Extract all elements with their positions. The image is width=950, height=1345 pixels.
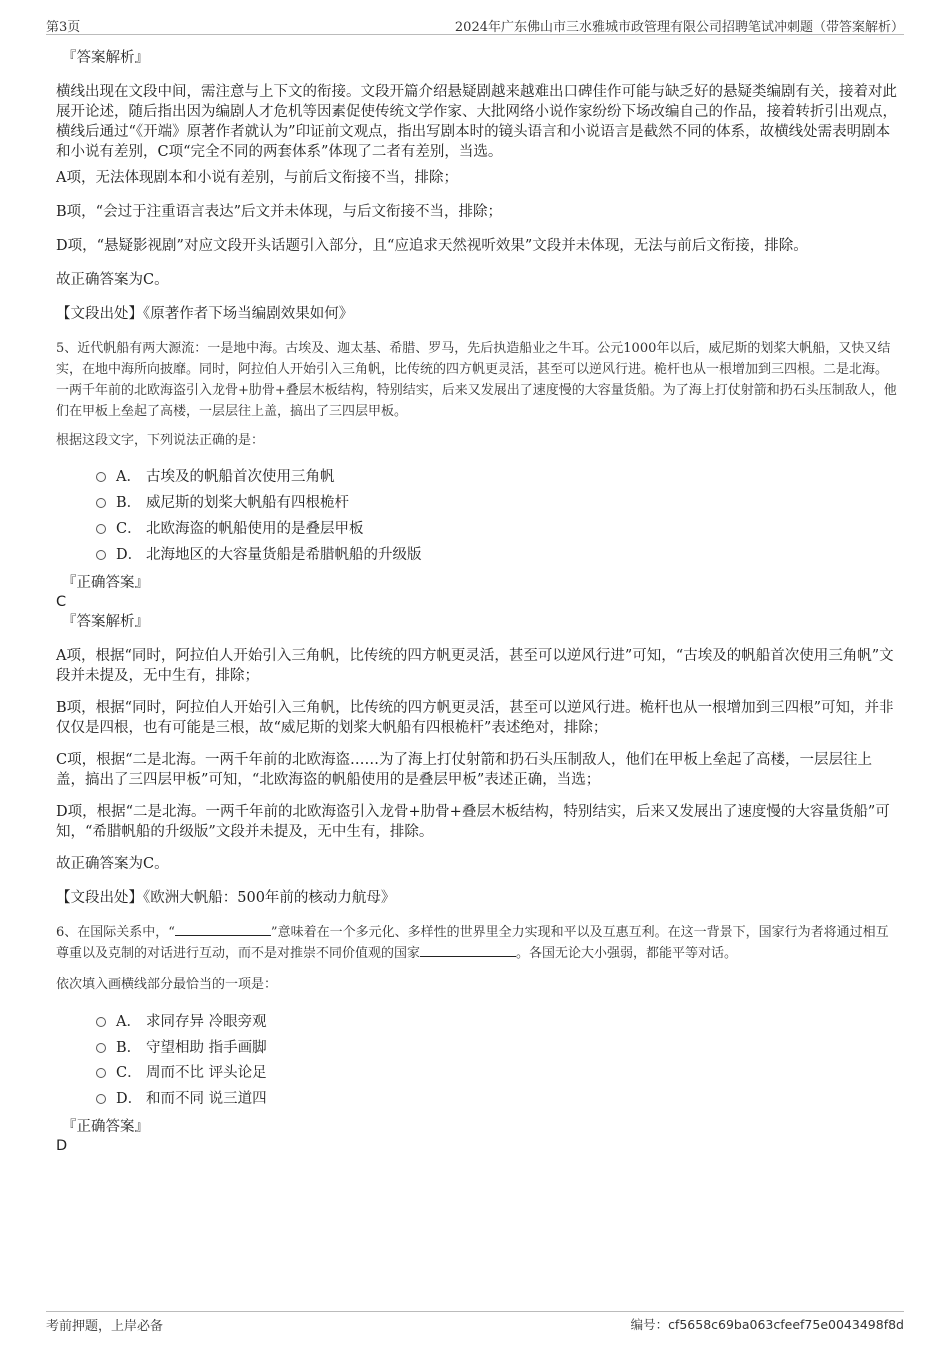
q5-conclusion: 故正确答案为C。	[56, 856, 169, 872]
radio-button-icon[interactable]	[96, 498, 106, 508]
q5-analysis-c: C项，根据“二是北海。一两千年前的北欧海盗……为了海上打仗射箭和扔石头压制敌人，他们在甲板上垒起了高楼，一层层往上盖，搞出了三四层甲板”可知，“北欧海盗的帆船使用的是叠层甲板”表述正确，当选；	[56, 752, 873, 788]
q6-option-c[interactable]: C． 周而不比 评头论足	[96, 1063, 267, 1083]
q5-option-b[interactable]: B． 威尼斯的划桨大帆船有四根桅杆	[96, 493, 349, 513]
q5-analysis-heading: 『答案解析』	[62, 614, 149, 630]
document-title: 2024年广东佛山市三水雅城市政管理有限公司招聘笔试冲刺题（带答案解析）	[454, 20, 904, 35]
radio-button-icon[interactable]	[96, 1043, 106, 1053]
q5-option-a[interactable]: A． 古埃及的帆船首次使用三角帆	[96, 467, 335, 487]
q4-source: 【文段出处】《原著作者下场当编剧效果如何》	[56, 306, 354, 322]
q5-answer-heading: 『正确答案』	[62, 575, 149, 591]
q5-question: 根据这段文字，下列说法正确的是：	[56, 433, 265, 448]
q6-answer-heading: 『正确答案』	[62, 1119, 149, 1135]
document-id: 编号：cf5658c69ba063cfeef75e0043498f8d	[630, 1317, 904, 1332]
radio-button-icon[interactable]	[96, 1017, 106, 1027]
q5-option-d[interactable]: D． 北海地区的大容量货船是希腊帆船的升级版	[96, 545, 422, 565]
q6-question: 依次填入画横线部分最恰当的一项是：	[56, 977, 278, 992]
q6-answer: D	[56, 1138, 68, 1154]
q6-option-d[interactable]: D． 和而不同 说三道四	[96, 1089, 267, 1109]
q5-option-c[interactable]: C． 北欧海盗的帆船使用的是叠层甲板	[96, 519, 364, 539]
footer-slogan: 考前押题，上岸必备	[46, 1319, 164, 1334]
q4-analysis-d: D项，“悬疑影视剧”对应文段开头话题引入部分，且“应追求天然视听效果”文段并未体现，无法与前后文衔接，排除。	[56, 238, 808, 254]
fill-blank-2	[420, 944, 516, 957]
q6-option-a[interactable]: A． 求同存异 冷眼旁观	[96, 1012, 267, 1032]
q5-analysis-b: B项，根据“同时，阿拉伯人开始引入三角帆，比传统的四方帆更灵活，甚至可以逆风行进。桅杆也从一根增加到三四根”可知，并非仅仅是四根，也有可能是三根，故“威尼斯的划桨大帆船有四根桅杆”表述绝对，排除；	[56, 700, 894, 736]
q4-analysis-heading: 『答案解析』	[62, 50, 149, 66]
q5-analysis-a: A项，根据“同时，阿拉伯人开始引入三角帆，比传统的四方帆更灵活，甚至可以逆风行进”可知，“古埃及的帆船首次使用三角帆”文段并未提及，无中生有，排除；	[56, 648, 894, 684]
radio-button-icon[interactable]	[96, 1094, 106, 1104]
radio-button-icon[interactable]	[96, 1068, 106, 1078]
q4-analysis-b: B项，“会过于注重语言表达”后文并未体现，与后文衔接不当，排除；	[56, 204, 502, 220]
q4-analysis-paragraph: 横线出现在文段中间，需注意与上下文的衔接。文段开篇介绍悬疑剧越来越难出口碑佳作可能与缺乏好的悬疑类编剧有关，接着对此展开论述，随后指出因为编剧人才危机等因素促使传统文学作家、大批网络小说作家纷纷下场改编自己的作品，接着转折引出观点，横线后通过“《开端》原著作者就认为”印证前文观点，指出写剧本时的镜头语言和小说语言是截然不同的体系，故横线处需表明剧本和小说有差别，C项“完全不同的两套体系”体现了二者有差别，当选。	[56, 84, 897, 160]
q4-conclusion: 故正确答案为C。	[56, 272, 169, 288]
radio-button-icon[interactable]	[96, 524, 106, 534]
q6-option-b[interactable]: B． 守望相助 指手画脚	[96, 1038, 267, 1058]
q5-answer: C	[56, 594, 67, 610]
q5-analysis-d: D项，根据“二是北海。一两千年前的北欧海盗引入龙骨+肋骨+叠层木板结构，特别结实，后来又发展出了速度慢的大容量货船”可知，“希腊帆船的升级版”文段并未提及，无中生有，排除。	[56, 804, 890, 840]
page-number: 第3页	[46, 20, 81, 35]
q4-analysis-a: A项，无法体现剧本和小说有差别，与前后文衔接不当，排除；	[56, 170, 458, 186]
fill-blank-1	[175, 923, 271, 936]
radio-button-icon[interactable]	[96, 550, 106, 560]
q6-stem: 6、在国际关系中，“ ”意味着在一个多元化、多样性的世界里全力实现和平以及互惠互利。在这一背景下，国家行为者将通过相互尊重以及克制的对话进行互动，而不是对推崇不同价值观的国家 。各国无论大小强弱，都能平等对话。	[56, 925, 889, 961]
page-footer	[46, 1311, 904, 1334]
q5-stem: 5、近代帆船有两大源流：一是地中海。古埃及、迦太基、希腊、罗马，先后执造船业之牛耳。公元1000年以后，威尼斯的划桨大帆船，又快又结实，在地中海所向披靡。同时，阿拉伯人开始引入三角帆，比传统的四方帆更灵活，甚至可以逆风行进。桅杆也从一根增加到三四根。二是北海。一两千年前的北欧海盗引入龙骨+肋骨+叠层木板结构，特别结实，后来又发展出了速度慢的大容量货船。为了海上打仗射箭和扔石头压制敌人，他们在甲板上垒起了高楼，一层层往上盖，搞出了三四层甲板。	[56, 341, 897, 419]
page-header	[46, 14, 904, 35]
radio-button-icon[interactable]	[96, 472, 106, 482]
q5-source: 【文段出处】《欧洲大帆船：500年前的核动力航母》	[56, 890, 396, 906]
